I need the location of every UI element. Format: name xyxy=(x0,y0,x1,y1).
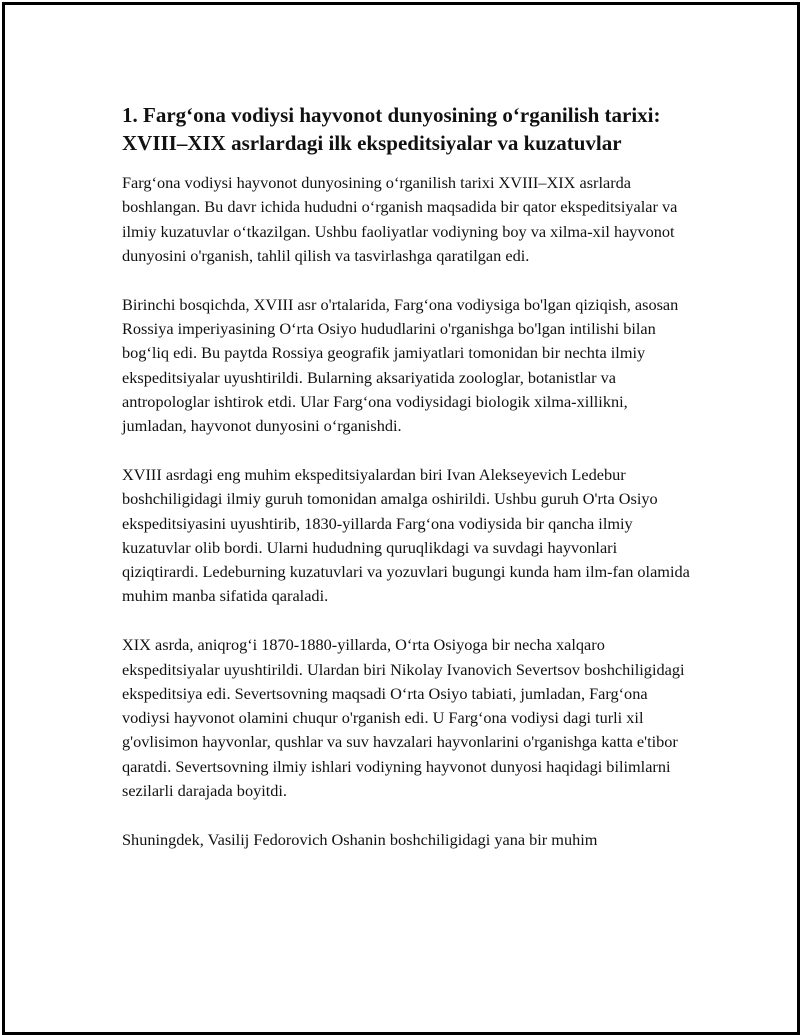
paragraph-intro: Farg‘ona vodiysi hayvonot dunyosining o‘rganilish tarixi XVIII–XIX asrlarda boshlangan. Bu davr ichida hududni o‘rganish maqsadida bir qator ekspeditsiyalar va ilmiy kuzatuvlar o‘tkazilgan. Ushbu faoliyatlar vodiyning boy va xilma-xil hayvonot dunyosini o'rganish, tahlil qilish va tasvirlashga qaratilgan edi. xyxy=(122,173,678,265)
paragraph-first-stage: Birinchi bosqichda, XVIII asr o'rtalarida, Farg‘ona vodiysiga bo'lgan qiziqish, asosan Rossiya imperiyasining O‘rta Osiyo hududlarini o'rganishga bo'lgan intilishi bilan bog‘liq edi. Bu paytda Rossiya geografik jamiyatlari tomonidan bir nechta ilmiy ekspeditsiyalar uyushtirildi. Bularning aksariyatida zoologlar, botanistlar va antropologlar ishtirok etdi. Ular Farg‘ona vodiysidagi biologik xilma-xillikni, jumladan, hayvonot dunyosini o‘rganishdi. xyxy=(122,294,679,436)
paragraph-ledebur: XVIII asrdagi eng muhim ekspeditsiyalardan biri Ivan Alekseyevich Ledebur boshchiligidagi ilmiy guruh tomonidan amalga oshirildi. Ushbu guruh O'rta Osiyo ekspeditsiyasini uyushtirib, 1830-yillarda Farg‘ona vodiysida bir qancha ilmiy kuzatuvlar olib bordi. Ularni hududning quruqlikdagi va suvdagi hayvonlari qiziqtirardi. Ledeburning kuzatuvlari va yozuvlari bugungi kunda ham ilm-fan olamida muhim manba sifatida qaraladi. xyxy=(122,464,690,606)
page-frame xyxy=(2,2,800,1035)
document-body xyxy=(122,101,692,877)
paragraph-oshanin: Shuningdek, Vasilij Fedorovich Oshanin boshchiligidagi yana bir muhim xyxy=(122,829,598,849)
paragraph-severtsov: XIX asrda, aniqrog‘i 1870-1880-yillarda, O‘rta Osiyoga bir necha xalqaro ekspeditsiyalar uyushtirildi. Ulardan biri Nikolay Ivanovich Severtsov boshchiligidagi ekspeditsiya edi. Severtsovning maqsadi O‘rta Osiyo tabiati, jumladan, Farg‘ona vodiysi hayvonot olamini chuqur o'rganish edi. U Farg‘ona vodiysi dagi turli xil g'ovlisimon hayvonlar, qushlar va suv havzalari hayvonlarini o'rganishga katta e'tibor qaratdi. Severtsovning ilmiy ishlari vodiyning hayvonot dunyosi haqidagi bilimlarni sezilarli darajada boyitdi. xyxy=(122,635,685,801)
section-title: 1. Farg‘ona vodiysi hayvonot dunyosining o‘rganilish tarixi: XVIII–XIX asrlardagi ilk ekspeditsiyalar va kuzatuvlar xyxy=(122,103,661,155)
